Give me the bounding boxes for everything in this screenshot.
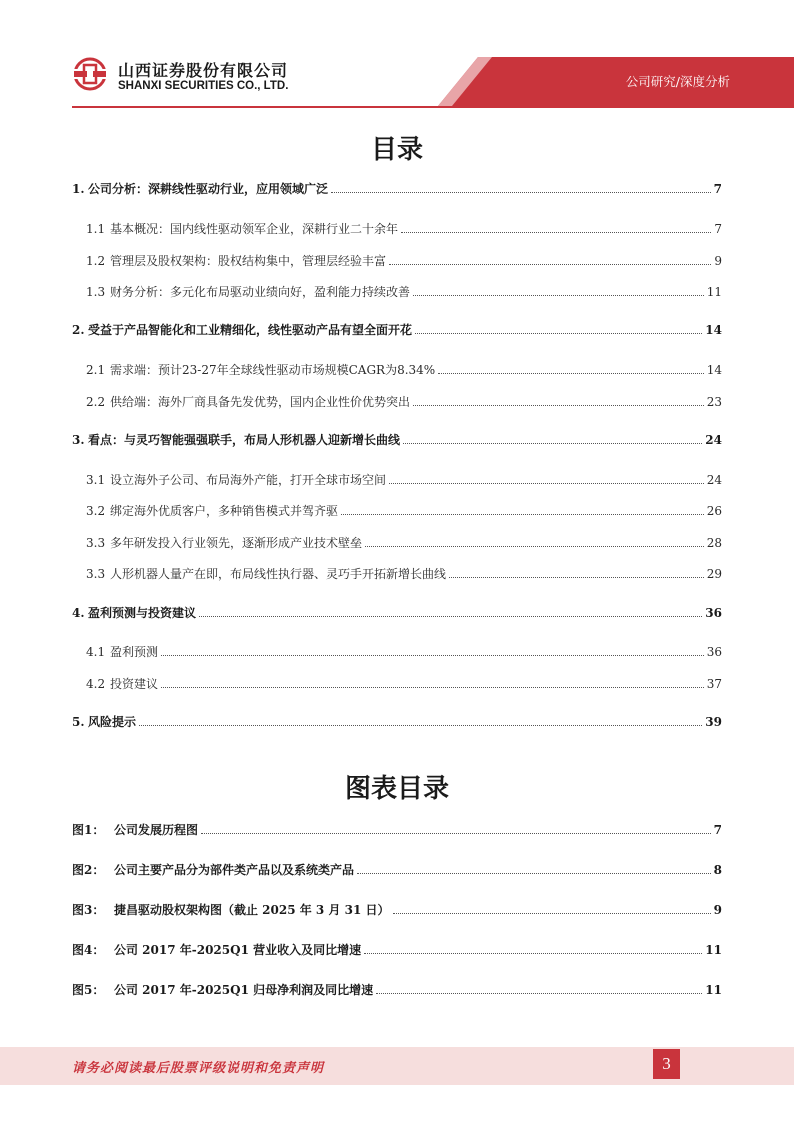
toc-entry[interactable] [86, 473, 722, 487]
toc-entry-page: 24 [705, 433, 722, 447]
header-divider [72, 106, 794, 108]
toc-entry[interactable] [86, 363, 722, 377]
footer-disclaimer: 请务必阅读最后股票评级说明和免责声明 [72, 1061, 325, 1076]
figure-entry[interactable] [72, 823, 722, 837]
toc-entry-page: 36 [705, 606, 722, 620]
toc-entry-number: 4. [72, 606, 85, 620]
figure-list-title: 图表目录 [344, 774, 449, 804]
dot-leader [415, 332, 702, 334]
toc-entry-page: 7 [714, 222, 722, 236]
toc-entry[interactable] [72, 715, 722, 729]
toc-entry-number: 4.2 [86, 677, 106, 691]
dot-leader [161, 654, 704, 656]
toc-entry-page: 14 [705, 323, 722, 337]
figure-entry[interactable] [72, 863, 722, 877]
toc-entry-text: 看点：与灵巧智能强强联手，布局人形机器人迎新增长曲线 [88, 433, 401, 447]
toc-entry-text: 管理层及股权架构：股权结构集中，管理层经验丰富 [110, 254, 387, 268]
brand-name-cn: 山西证券股份有限公司 [118, 61, 289, 80]
toc-entry-number: 1.3 [86, 285, 106, 299]
figure-entry[interactable] [72, 903, 722, 917]
figure-entry-label: 图5： [72, 983, 105, 997]
header-red-band [0, 0, 794, 110]
toc-entry-text: 多年研发投入行业领先，逐渐形成产业技术壁垒 [110, 536, 363, 550]
dot-leader [364, 952, 702, 954]
figure-entry-page: 11 [705, 983, 722, 997]
figure-entry-label: 图4： [72, 943, 105, 957]
toc-entry[interactable] [72, 182, 722, 196]
toc-entry-page: 9 [714, 254, 722, 268]
figure-entry-text: 公司 2017 年-2025Q1 营业收入及同比增速 [114, 943, 362, 957]
figure-entry-page: 8 [713, 863, 722, 877]
toc-entry[interactable] [86, 536, 722, 550]
toc-entry-text: 受益于产品智能化和工业精细化，线性驱动产品有望全面开花 [88, 323, 413, 337]
dot-leader [449, 576, 704, 578]
dot-leader [413, 294, 704, 296]
toc-entry-number: 3.3 [86, 567, 106, 581]
toc-entry[interactable] [86, 285, 722, 299]
toc-title: 目录 [370, 135, 423, 165]
toc-entry-text: 投资建议 [110, 677, 159, 691]
dot-leader [389, 263, 711, 265]
toc-entry-number: 2.1 [86, 363, 106, 377]
figure-entry-label: 图3： [72, 903, 105, 917]
toc-entry-page: 24 [706, 473, 722, 487]
figure-entry-page: 7 [713, 823, 722, 837]
figure-entry[interactable] [72, 983, 722, 997]
toc-entry-text: 财务分析：多元化布局驱动业绩向好，盈利能力持续改善 [110, 285, 411, 299]
toc-entry-page: 23 [706, 395, 722, 409]
toc-entry-number: 2.2 [86, 395, 106, 409]
toc-entry[interactable] [72, 606, 722, 620]
report-type-tag: 公司研究/深度分析 [625, 74, 730, 89]
toc-entry[interactable] [86, 222, 722, 236]
toc-entry[interactable] [86, 504, 722, 518]
figure-entry-page: 11 [705, 943, 722, 957]
toc-entry-text: 风险提示 [88, 715, 137, 729]
dot-leader [365, 545, 704, 547]
toc-entry-text: 人形机器人量产在即，布局线性执行器、灵巧手开拓新增长曲线 [110, 567, 447, 581]
toc-entry-number: 1.1 [86, 222, 106, 236]
figure-entry-label: 图2： [72, 863, 105, 877]
figure-entry-label: 图1： [72, 823, 105, 837]
toc-entry-page: 11 [706, 285, 722, 299]
figure-entry-page: 9 [713, 903, 722, 917]
toc-entry-page: 39 [705, 715, 722, 729]
toc-entry-text: 供给端：海外厂商具备先发优势，国内企业性价优势突出 [110, 395, 411, 409]
toc-entry-page: 37 [706, 677, 722, 691]
toc-entry-number: 1. [72, 182, 85, 196]
toc-entry-page: 26 [706, 504, 722, 518]
figure-entry-text: 公司 2017 年-2025Q1 归母净利润及同比增速 [114, 983, 374, 997]
company-logo-icon [70, 57, 110, 91]
toc-entry-number: 4.1 [86, 645, 106, 659]
figure-entry[interactable] [72, 943, 722, 957]
toc-entry[interactable] [86, 677, 722, 691]
brand-name-en: SHANXI SECURITIES CO., LTD. [118, 80, 289, 92]
toc-entry-page: 7 [713, 182, 722, 196]
figure-entry-text: 公司主要产品分为部件类产品以及系统类产品 [114, 863, 355, 877]
dot-leader [401, 231, 711, 233]
dot-leader [403, 442, 702, 444]
toc-entry-text: 需求端：预计23-27年全球线性驱动市场规模CAGR为8.34% [110, 363, 436, 377]
toc-entry-number: 5. [72, 715, 85, 729]
figure-entry-text: 公司发展历程图 [114, 823, 199, 837]
dot-leader [376, 992, 702, 994]
toc-entry-number: 1.2 [86, 254, 106, 268]
toc-entry[interactable] [86, 567, 722, 581]
toc-entry-number: 3.2 [86, 504, 106, 518]
dot-leader [199, 615, 702, 617]
toc-entry-number: 3.1 [86, 473, 106, 487]
dot-leader [331, 191, 711, 193]
figure-entry-text: 捷昌驱动股权架构图（截止 2025 年 3 月 31 日） [114, 903, 390, 917]
toc-entry-text: 公司分析：深耕线性驱动行业，应用领域广泛 [88, 182, 329, 196]
dot-leader [357, 872, 711, 874]
dot-leader [201, 832, 711, 834]
toc-entry[interactable] [86, 645, 722, 659]
toc-entry[interactable] [86, 395, 722, 409]
dot-leader [161, 686, 704, 688]
toc-entry-text: 基本概况：国内线性驱动领军企业，深耕行业二十余年 [110, 222, 399, 236]
dot-leader [389, 482, 704, 484]
toc-entry[interactable] [72, 323, 722, 337]
toc-entry-text: 盈利预测 [110, 645, 159, 659]
toc-entry-page: 36 [706, 645, 722, 659]
page-number: 3 [653, 1049, 680, 1079]
toc-entry[interactable] [86, 254, 722, 268]
toc-entry-text: 盈利预测与投资建议 [88, 606, 197, 620]
toc-entry-page: 14 [706, 363, 722, 377]
toc-entry-text: 绑定海外优质客户，多种销售模式并驾齐驱 [110, 504, 339, 518]
dot-leader [341, 513, 704, 515]
toc-entry-page: 28 [706, 536, 722, 550]
toc-entry-number: 2. [72, 323, 85, 337]
dot-leader [139, 724, 702, 726]
dot-leader [413, 404, 704, 406]
toc-entry-number: 3.3 [86, 536, 106, 550]
toc-entry-text: 设立海外子公司、布局海外产能，打开全球市场空间 [110, 473, 387, 487]
dot-leader [438, 372, 704, 374]
page-header [0, 0, 794, 110]
toc-entry[interactable] [72, 433, 722, 447]
dot-leader [393, 912, 711, 914]
toc-entry-number: 3. [72, 433, 85, 447]
toc-entry-page: 29 [706, 567, 722, 581]
